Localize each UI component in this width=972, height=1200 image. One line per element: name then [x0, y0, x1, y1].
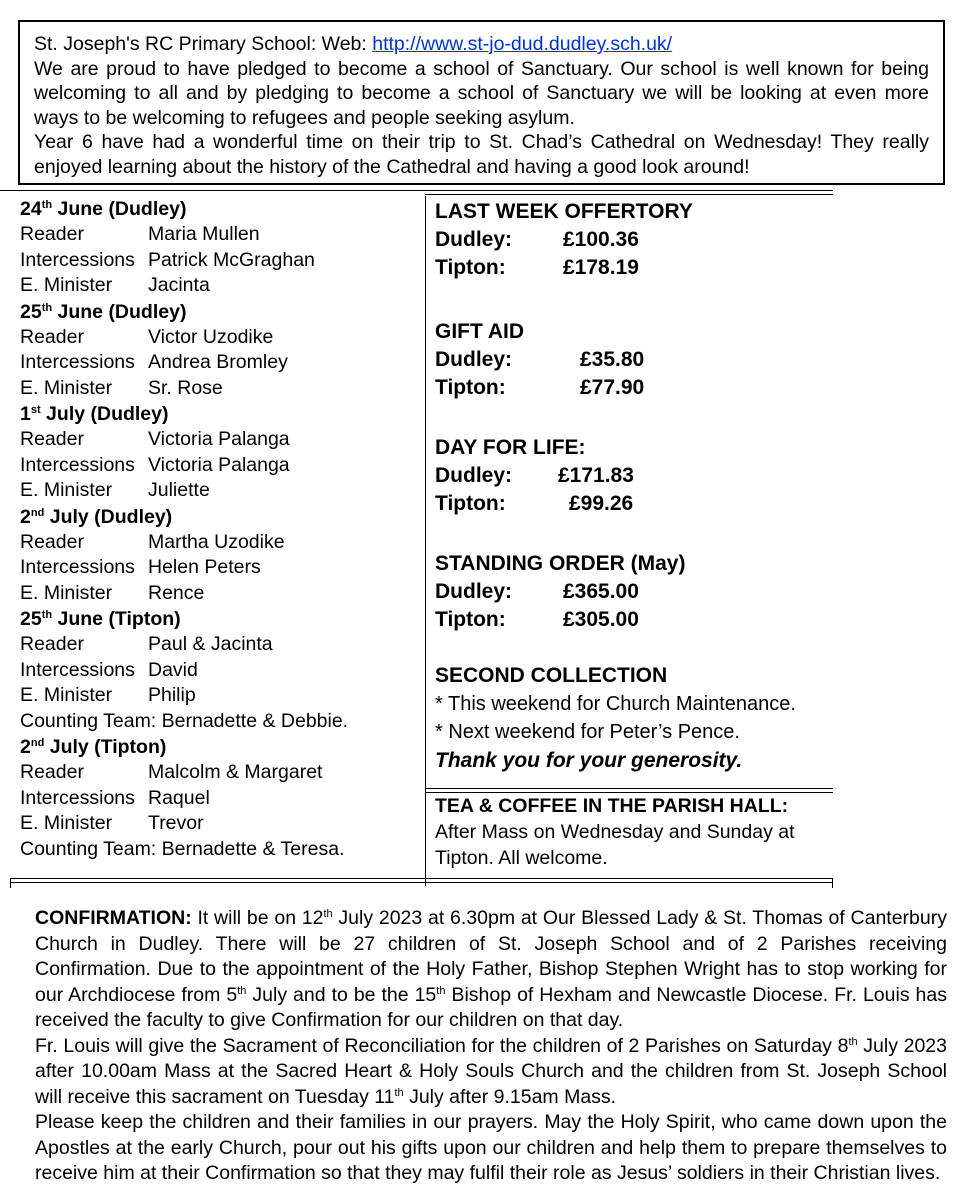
rota-row — [20, 222, 420, 248]
rota-row — [20, 273, 420, 299]
rota-role: Intercessions — [20, 351, 135, 373]
divider-right-top — [425, 190, 833, 195]
rota-row — [20, 376, 420, 402]
rota-person: Rence — [148, 581, 205, 604]
counting-team: Counting Team: Bernadette & Debbie. — [20, 709, 349, 732]
thanks-line: Thank you for your generosity. — [435, 749, 743, 772]
amount-label: Tipton: — [435, 256, 506, 279]
rota-date-rest: July (Dudley) — [44, 505, 173, 528]
rota-row — [20, 760, 420, 786]
rota-date-rest: July (Dudley) — [40, 403, 169, 425]
second-collection-note: * This weekend for Church Maintenance. — [435, 693, 796, 715]
rota-role: Intercessions — [20, 658, 135, 681]
rota-person: Juliette — [148, 479, 210, 501]
rota-person: Victoria Palanga — [148, 428, 290, 450]
rota-day: 2 — [20, 736, 31, 758]
rota-row — [20, 683, 420, 709]
text-run: It will be on 12 — [191, 907, 324, 929]
rota-person: Jacinta — [148, 274, 210, 296]
counting-team: Counting Team: Bernadette & Teresa. — [20, 837, 345, 860]
amount-row — [435, 374, 830, 402]
rota-role: Reader — [20, 428, 84, 450]
rota-person: Trevor — [148, 812, 204, 834]
divider-left-bottom — [10, 878, 425, 883]
school-trip-paragraph: Year 6 have had a wonderful time on their trip to St. Chad’s Cathedral on Wednesday! They really enjoyed learning about the history of the Cathedral and having a good look around! — [34, 131, 929, 178]
amount-value: £171.83 — [558, 464, 634, 487]
rota-row — [20, 427, 420, 453]
rota-row — [20, 632, 420, 658]
rota-row — [20, 581, 420, 607]
amount-row — [435, 490, 830, 518]
amount-value: £100.36 — [563, 228, 639, 251]
rota-role: Reader — [20, 761, 84, 783]
rota-role: E. Minister — [20, 479, 113, 501]
amount-row — [435, 346, 830, 374]
rota-date-heading — [20, 734, 420, 760]
reconciliation-paragraph — [35, 1034, 947, 1111]
rota-person: Malcolm & Margaret — [148, 761, 323, 783]
rota-person: Philip — [148, 684, 196, 706]
rota-role: E. Minister — [20, 274, 113, 296]
rota-person: Sr. Rose — [148, 376, 223, 399]
amount-row — [435, 578, 830, 606]
school-label: St. Joseph's RC Primary School: Web: — [34, 33, 373, 55]
amount-value: £305.00 — [563, 608, 639, 631]
rota-role: E. Minister — [20, 376, 113, 399]
ministry-rota — [20, 196, 420, 862]
rota-person: Patrick McGraghan — [148, 248, 315, 271]
tea-coffee-notice — [435, 793, 830, 871]
rota-date-heading — [20, 606, 420, 632]
rota-row — [20, 350, 420, 376]
amount-label: Dudley: — [435, 580, 513, 603]
rota-date-rest: June (Dudley) — [52, 198, 187, 220]
ordinal-suffix: th — [41, 301, 53, 314]
rota-role: Reader — [20, 530, 84, 553]
rota-row — [20, 325, 420, 351]
ordinal-suffix: th — [41, 199, 53, 211]
rota-person: Paul & Jacinta — [148, 633, 273, 655]
amount-label: Tipton: — [435, 376, 506, 399]
gift-aid-title: GIFT AID — [435, 320, 525, 343]
rota-day: 1 — [20, 403, 31, 425]
second-collection-note: * Next weekend for Peter’s Pence. — [435, 721, 740, 743]
amount-label: Tipton: — [435, 492, 506, 515]
tea-title: TEA & COFFEE IN THE PARISH HALL: — [435, 795, 789, 817]
rota-person: Victoria Palanga — [148, 453, 290, 476]
amount-label: Dudley: — [435, 228, 513, 251]
rota-date-rest: June (Dudley) — [52, 300, 187, 323]
rota-date-heading — [20, 504, 420, 530]
rota-person: Andrea Bromley — [148, 351, 288, 373]
text-run: Bishop of Hexham and Newcastle Diocese. Fr. Louis has received the faculty to give Confirmation for our children on that day. — [35, 983, 947, 1031]
text-run: July 2023 at 6.30pm at Our Blessed Lady & St. Thomas of Canterbury Church in Dudley. There will be 27 children of St. Joseph School and of 2 Parishes receiving Confirmation. Due to the appointment of the Holy Father, Bishop Stephen Wright has to stop working for our Archdiocese from 5 — [35, 907, 947, 1006]
amount-row — [435, 462, 830, 490]
confirmation-title: CONFIRMATION: — [35, 907, 192, 929]
rota-person: Maria Mullen — [148, 223, 260, 245]
ordinal-suffix: th — [41, 609, 53, 621]
ordinal-suffix: st — [30, 404, 41, 416]
tea-text: After Mass on Wednesday and Sunday at Tipton. All welcome. — [435, 821, 795, 869]
amount-value: £99.26 — [569, 492, 634, 515]
rota-row — [20, 478, 420, 504]
confirmation-notice — [35, 906, 947, 1187]
rota-role: Reader — [20, 223, 84, 245]
rota-role: E. Minister — [20, 684, 113, 706]
rota-person: Helen Peters — [148, 556, 261, 578]
rota-day: 25 — [20, 608, 42, 630]
rota-role: Intercessions — [20, 556, 135, 578]
rota-row — [20, 555, 420, 581]
ordinal-suffix: nd — [30, 506, 45, 519]
amount-row — [435, 254, 830, 282]
divider-left-top — [0, 190, 425, 191]
amount-value: £77.90 — [580, 376, 645, 399]
amount-value: £365.00 — [563, 580, 639, 603]
rota-role: Reader — [20, 633, 84, 655]
text-run: July and to be the 15 — [246, 983, 437, 1006]
text-run: Fr. Louis will give the Sacrament of Reconciliation for the children of 2 Parishes on Saturday 8 — [35, 1034, 849, 1057]
rota-day: 25 — [20, 300, 42, 323]
rota-date-heading — [20, 196, 420, 222]
tick-left — [10, 878, 11, 888]
ordinal-suffix: nd — [30, 737, 45, 749]
day-for-life-title: DAY FOR LIFE: — [435, 436, 586, 459]
rota-person: Raquel — [148, 786, 210, 809]
rota-person: David — [148, 658, 198, 681]
rota-person: Victor Uzodike — [148, 325, 274, 348]
amount-row — [435, 226, 830, 254]
rota-row — [20, 786, 420, 812]
rota-date-rest: July (Tipton) — [44, 736, 167, 758]
rota-role: Intercessions — [20, 248, 135, 271]
amount-value: £178.19 — [563, 256, 639, 279]
rota-row — [20, 530, 420, 556]
ordinal-suffix: th — [323, 908, 333, 920]
school-notice-box — [18, 20, 945, 185]
rota-day: 24 — [20, 198, 42, 220]
second-collection-title: SECOND COLLECTION — [435, 664, 668, 687]
column-divider — [425, 196, 426, 886]
ordinal-suffix: th — [237, 984, 247, 997]
rota-date-heading — [20, 401, 420, 427]
rota-role: Intercessions — [20, 786, 135, 809]
rota-role: E. Minister — [20, 581, 113, 604]
rota-role: E. Minister — [20, 812, 113, 834]
last-week-offertory-title: LAST WEEK OFFERTORY — [435, 200, 693, 223]
rota-row — [20, 453, 420, 479]
rota-row — [20, 811, 420, 837]
rota-row — [20, 658, 420, 684]
text-run: July 2023 after 10.00am Mass at the Sacred Heart & Holy Souls Church and the children from St. Joseph School will receive this sacrament on Tuesday 11 — [35, 1034, 947, 1108]
rota-day: 2 — [20, 505, 31, 528]
rota-date-rest: June (Tipton) — [52, 608, 181, 630]
ordinal-suffix: th — [848, 1035, 858, 1048]
rota-role: Reader — [20, 325, 84, 348]
amount-row — [435, 606, 830, 634]
amount-label: Dudley: — [435, 464, 513, 487]
tick-right — [832, 878, 833, 888]
confirmation-paragraph — [35, 906, 947, 1034]
offertory-column — [435, 198, 830, 776]
amount-label: Tipton: — [435, 608, 506, 631]
school-header-line — [34, 32, 929, 57]
amount-label: Dudley: — [435, 348, 513, 371]
rota-date-heading — [20, 299, 420, 325]
school-sanctuary-paragraph: We are proud to have pledged to become a school of Sanctuary. Our school is well known for being welcoming to all and by pledging to become a school of Sanctuary we will be looking at even more ways to be welcoming to refugees and people seeking asylum. — [34, 57, 929, 129]
rota-person: Martha Uzodike — [148, 530, 285, 553]
ordinal-suffix: th — [394, 1086, 404, 1099]
divider-right-bottom — [425, 878, 833, 883]
rota-row — [20, 248, 420, 274]
rota-role: Intercessions — [20, 453, 135, 476]
text-run: July after 9.15am Mass. — [403, 1085, 617, 1108]
ordinal-suffix: th — [436, 984, 446, 997]
standing-order-title: STANDING ORDER (May) — [435, 552, 686, 575]
school-website-link[interactable]: http://www.st-jo-dud.dudley.sch.uk/ — [372, 33, 673, 55]
prayer-paragraph: Please keep the children and their families in our prayers. May the Holy Spirit, who came down upon the Apostles at the early Church, pour out his gifts upon our children and help them to prepare themselves to receive him at their Confirmation so that they may fulfil their role as Jesus’ soldiers in their Christian lives. — [35, 1111, 947, 1184]
amount-value: £35.80 — [580, 348, 645, 371]
